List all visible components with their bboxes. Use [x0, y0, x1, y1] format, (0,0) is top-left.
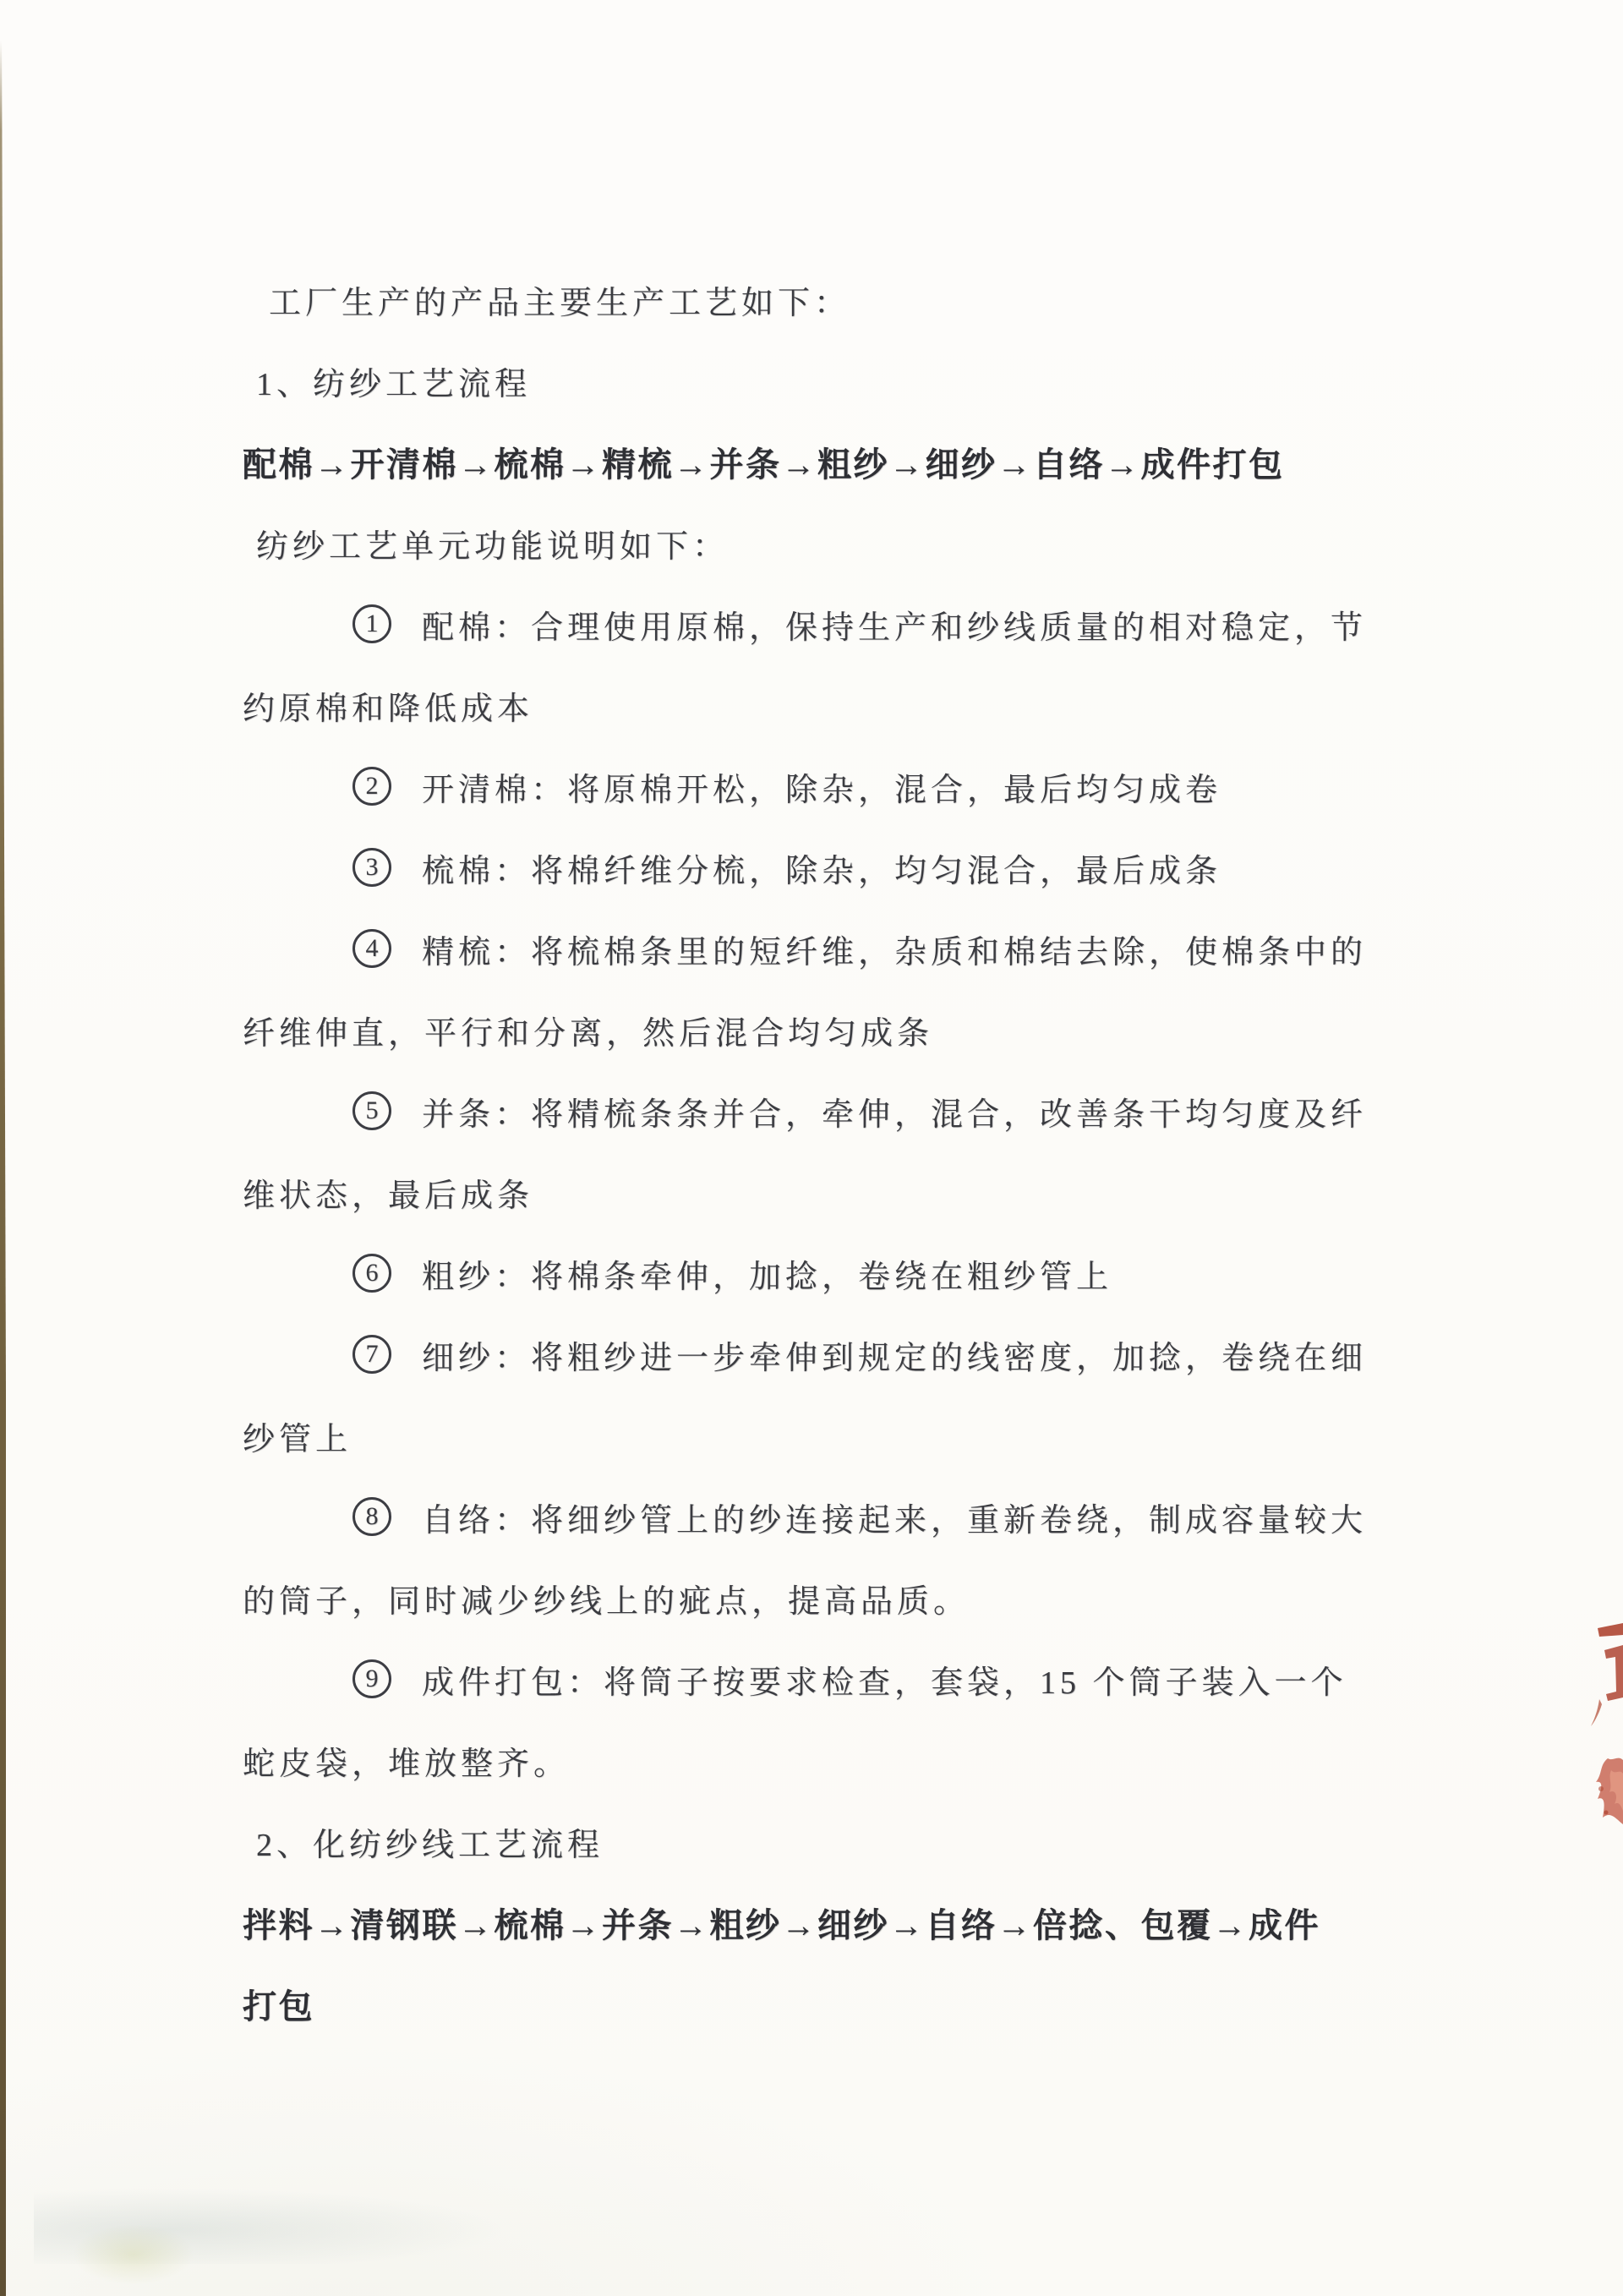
- list-item-text: 粗纱：将棉条牵伸，加捻，卷绕在粗纱管上: [422, 1259, 1113, 1295]
- list-item-text: 梳棉：将棉纤维分梳，除杂，均匀混合，最后成条: [422, 853, 1222, 889]
- section1-subheading: [0, 502, 1623, 583]
- section2-flow-text-line2: 打包: [243, 1987, 314, 2025]
- circled-number-icon: 7: [352, 1335, 391, 1374]
- circled-number-icon: 1: [352, 604, 391, 643]
- list-item-text: 纱管上: [243, 1421, 352, 1457]
- section1-process-flow: [0, 421, 1623, 502]
- list-item-text: 配棉：合理使用原棉，保持生产和纱线质量的相对稳定，节: [422, 610, 1368, 646]
- list-item: [0, 583, 1623, 664]
- circled-number-icon: 8: [352, 1497, 391, 1536]
- list-item-continuation: [0, 1557, 1623, 1638]
- list-item-continuation: [0, 989, 1623, 1070]
- list-item: [0, 1638, 1623, 1719]
- circled-number-icon: 3: [352, 848, 391, 887]
- red-seal-fragment-icon: [1587, 1616, 1623, 1836]
- list-item-text: 维状态，最后成条: [243, 1178, 534, 1214]
- list-item-text: 细纱：将粗纱进一步牵伸到规定的线密度，加捻，卷绕在细: [422, 1340, 1368, 1376]
- list-item: [0, 1070, 1623, 1151]
- list-item-continuation: [0, 664, 1623, 746]
- circled-number-icon: 9: [352, 1659, 391, 1698]
- scan-smudge: [74, 2225, 193, 2284]
- list-item-text: 精梳：将梳棉条里的短纤维，杂质和棉结去除，使棉条中的: [422, 934, 1368, 970]
- list-item: [0, 908, 1623, 989]
- list-item-text: 自络：将细纱管上的纱连接起来，重新卷绕，制成容量较大: [422, 1502, 1368, 1539]
- list-item: [0, 827, 1623, 908]
- circled-number-icon: 2: [352, 767, 391, 806]
- section1-heading-text: 1、纺纱工艺流程: [256, 366, 532, 402]
- circled-number-icon: 6: [352, 1254, 391, 1293]
- intro-line: [0, 259, 1623, 340]
- section2-heading-text: 2、化纺纱线工艺流程: [256, 1827, 604, 1863]
- list-item: [0, 1314, 1623, 1395]
- section1-flow-text: 配棉→开清棉→梳棉→精梳→并条→粗纱→细纱→自络→成件打包: [243, 445, 1285, 484]
- list-item-continuation: [0, 1395, 1623, 1476]
- list-item-text: 并条：将精梳条条并合，牵伸，混合，改善条干均匀度及纤: [422, 1096, 1368, 1133]
- list-item: [0, 1233, 1623, 1314]
- document-body: [0, 259, 1623, 2044]
- section2-flow-text-line1: 拌料→清钢联→梳棉→并条→粗纱→细纱→自络→倍捻、包覆→成件: [243, 1905, 1320, 1944]
- section2-heading: [0, 1801, 1623, 1882]
- list-item-continuation: [0, 1719, 1623, 1801]
- intro-text: 工厂生产的产品主要生产工艺如下：: [269, 285, 851, 321]
- circled-number-icon: 5: [352, 1091, 391, 1130]
- circled-number-icon: 4: [352, 929, 391, 968]
- section2-process-flow-line1: [0, 1882, 1623, 1963]
- list-item-text: 纤维伸直，平行和分离，然后混合均匀成条: [243, 1015, 934, 1052]
- section1-heading: [0, 340, 1623, 421]
- list-item: [0, 746, 1623, 827]
- section2-process-flow-line2: [0, 1963, 1623, 2044]
- list-item-text: 开清棉：将原棉开松，除杂，混合，最后均匀成卷: [422, 772, 1222, 808]
- list-item: [0, 1476, 1623, 1557]
- section1-subheading-text: 纺纱工艺单元功能说明如下：: [256, 528, 730, 565]
- list-item-text: 蛇皮袋，堆放整齐。: [243, 1746, 571, 1782]
- list-item-continuation: [0, 1151, 1623, 1233]
- list-item-text: 成件打包：将筒子按要求检查，套袋，15 个筒子装入一个: [422, 1665, 1347, 1701]
- list-item-text: 约原棉和降低成本: [243, 691, 534, 727]
- list-item-text: 的筒子，同时减少纱线上的疵点，提高品质。: [243, 1583, 970, 1620]
